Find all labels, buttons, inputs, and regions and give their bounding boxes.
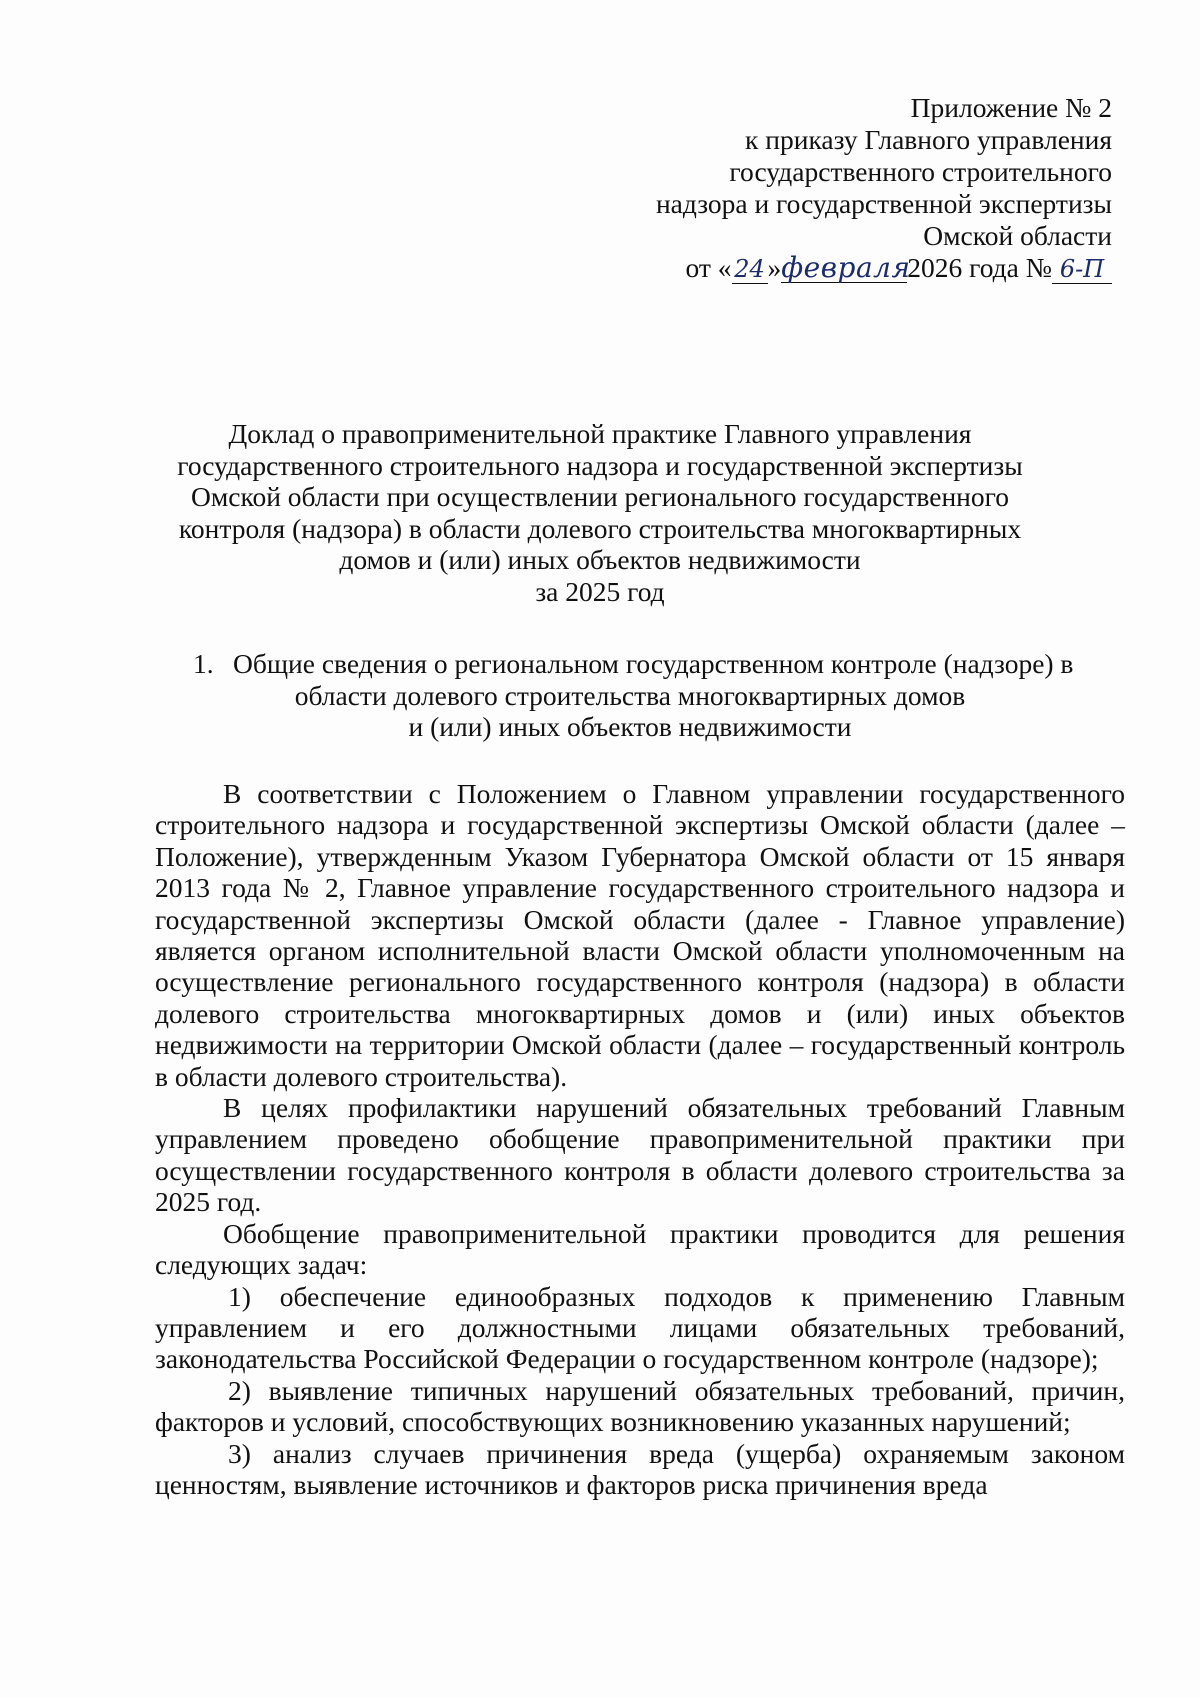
order-date-line xyxy=(552,252,1112,284)
date-prefix: от « xyxy=(685,252,732,283)
paragraph: Обобщение правоприменительной практики проводится для решения следующих задач: xyxy=(155,1217,1125,1281)
header-line: к приказу Главного управления xyxy=(745,124,1112,155)
section-number: 1. xyxy=(193,648,214,679)
header-line: государственного строительного xyxy=(729,156,1112,187)
header-line: надзора и государственной экспертизы xyxy=(655,188,1112,219)
title-line: за 2025 год xyxy=(535,575,665,607)
section-heading-line: и (или) иных объектов недвижимости xyxy=(408,711,852,742)
list-item: 1) обеспечение единообразных подходов к применению Главным управлением и его должностными лицами обязательных требований, законодательства Российской Федерации о государственном контроле (надзоре); xyxy=(155,1280,1125,1375)
header-line: Омской области xyxy=(923,220,1112,251)
title-line: Доклад о правоприменительной практике Главного управления xyxy=(228,418,972,449)
date-quote-close: » xyxy=(767,252,782,283)
section-heading xyxy=(150,648,1110,743)
list-item: 2) выявление типичных нарушений обязательных требований, причин, факторов и условий, способствующих возникновению указанных нарушений; xyxy=(155,1374,1125,1438)
title-line: контроля (надзора) в области долевого строительства многоквартирных xyxy=(178,512,1022,544)
list-item: 3) анализ случаев причинения вреда (ущерба) охраняемым законом ценностям, выявление источников и факторов риска причинения вреда xyxy=(155,1437,1125,1500)
handwritten-month: февраля xyxy=(781,251,911,284)
paragraph: В целях профилактики нарушений обязательных требований Главным управлением проведено обобщение правоприменительной практики при осуществлении государственного контроля в области долевого строительства за 2025 год. xyxy=(155,1092,1125,1218)
title-line: государственного строительного надзора и государственной экспертизы xyxy=(177,449,1023,481)
handwritten-day: 24 xyxy=(732,255,768,284)
appendix-header xyxy=(552,92,1112,284)
section-heading-line: Общие сведения о региональном государственном контроле (надзоре) в xyxy=(233,648,1074,679)
title-line: домов и (или) иных объектов недвижимости xyxy=(339,544,861,575)
paragraph: В соответствии с Положением о Главном управлении государственного строительного надзора и государственной экспертизы Омской области (далее – Положение), утвержденным Указом Губернатора Омской области от 15 января 2013 года № 2, Главное управление государственного строительного надзора и государственной экспертизы Омской области (далее - Главное управление) является органом исполнительной власти Омской области уполномоченным на осуществление регионального государственного контроля (надзора) в области долевого строительства многоквартирных домов и (или) иных объектов недвижимости на территории Омской области (далее – государственный контроль в области долевого строительства). xyxy=(155,778,1125,1092)
report-title xyxy=(150,418,1050,607)
date-year: 2026 года № xyxy=(907,252,1052,283)
section-heading-line: области долевого строительства многоквартирных домов xyxy=(294,679,966,711)
body-text xyxy=(155,778,1125,1500)
title-line: Омской области при осуществлении регионального государственного xyxy=(191,481,1009,512)
handwritten-order-number: 6-П xyxy=(1052,255,1112,284)
header-line: Приложение № 2 xyxy=(910,92,1112,123)
